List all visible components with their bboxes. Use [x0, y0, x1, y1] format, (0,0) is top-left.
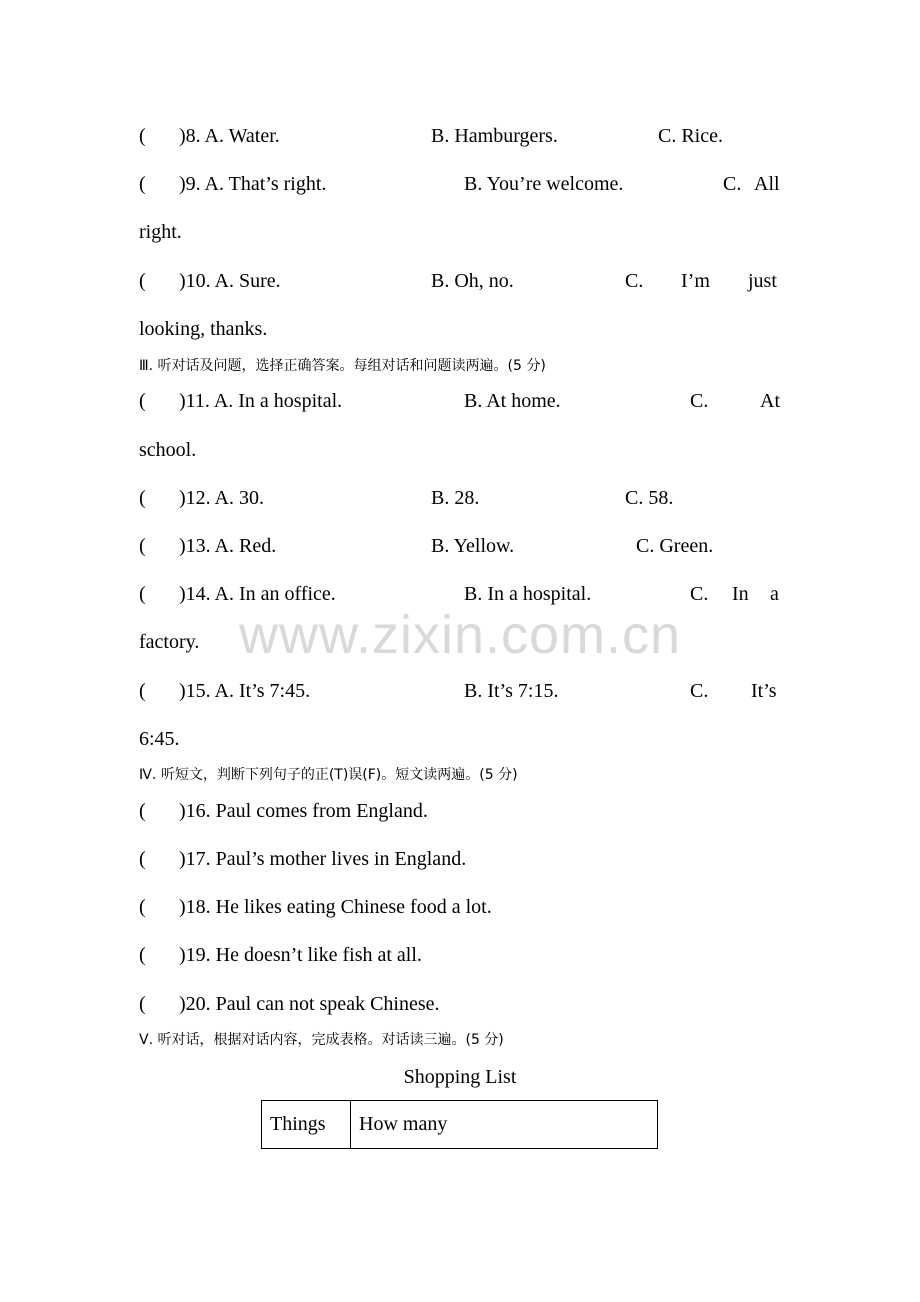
- section-4-heading: [0, 755, 920, 795]
- option-a: )14. A. In an office.: [179, 583, 336, 605]
- answer-paren: (: [139, 583, 146, 605]
- answer-paren: (: [139, 896, 146, 918]
- question-14: [0, 574, 920, 614]
- question-11-continued: [0, 430, 920, 470]
- answer-paren: (: [139, 535, 146, 557]
- option-c-rest: 6:45.: [139, 728, 180, 750]
- section-3-heading: [0, 346, 920, 386]
- question-16: [0, 791, 920, 831]
- option-a: )12. A. 30.: [179, 487, 264, 509]
- option-b: B. Yellow.: [431, 535, 515, 557]
- answer-paren: (: [139, 390, 146, 412]
- question-9: [0, 164, 920, 204]
- statement-text: )16. Paul comes from England.: [179, 800, 428, 822]
- option-c-word: In: [732, 583, 749, 605]
- question-18: [0, 887, 920, 927]
- option-c-word: I’m: [681, 270, 710, 292]
- option-c-word: It’s: [751, 680, 777, 702]
- question-11: [0, 381, 920, 421]
- option-b: B. It’s 7:15.: [464, 680, 559, 702]
- option-b: B. At home.: [464, 390, 561, 412]
- table-title: Shopping List: [403, 1066, 517, 1088]
- answer-paren: (: [139, 680, 146, 702]
- column-header-things: Things: [262, 1101, 351, 1149]
- statement-text: )19. He doesn’t like fish at all.: [179, 944, 422, 966]
- option-b: B. Hamburgers.: [431, 125, 558, 147]
- option-a: )11. A. In a hospital.: [179, 390, 343, 412]
- statement-text: )20. Paul can not speak Chinese.: [179, 993, 440, 1015]
- answer-paren: (: [139, 270, 146, 292]
- option-c-label: C.: [723, 173, 742, 195]
- option-c-rest: right.: [139, 221, 182, 243]
- option-c-label: C.: [690, 390, 709, 412]
- question-10-continued: [0, 309, 920, 349]
- answer-paren: (: [139, 944, 146, 966]
- option-c-word: At: [760, 390, 780, 412]
- question-19: [0, 935, 920, 975]
- option-c: C. Green.: [636, 535, 714, 557]
- option-a: )13. A. Red.: [179, 535, 277, 557]
- question-20: [0, 984, 920, 1024]
- question-17: [0, 839, 920, 879]
- answer-paren: (: [139, 125, 146, 147]
- section-3-text: Ⅲ. 听对话及问题，选择正确答案。每组对话和问题读两遍。(5 分): [139, 358, 546, 374]
- question-9-continued: [0, 212, 920, 252]
- option-c: C. 58.: [625, 487, 674, 509]
- watermark: www.zixin.com.cn: [238, 605, 682, 665]
- shopping-list-table: [261, 1100, 658, 1149]
- option-c: C. Rice.: [658, 125, 723, 147]
- question-10: [0, 261, 920, 301]
- option-c-word: All: [754, 173, 780, 195]
- question-14-continued: [0, 622, 920, 662]
- option-c-label: C.: [690, 583, 709, 605]
- question-12: [0, 478, 920, 518]
- section-4-text: Ⅳ. 听短文，判断下列句子的正(T)误(F)。短文读两遍。(5 分): [139, 767, 518, 783]
- section-5-text: Ⅴ. 听对话，根据对话内容，完成表格。对话读三遍。(5 分): [139, 1032, 504, 1048]
- question-15-continued: [0, 719, 920, 759]
- answer-paren: (: [139, 173, 146, 195]
- question-15: [0, 671, 920, 711]
- option-c-word: a: [770, 583, 779, 605]
- option-a: )10. A. Sure.: [179, 270, 281, 292]
- table-row: [262, 1101, 658, 1149]
- question-13: [0, 526, 920, 566]
- answer-paren: (: [139, 848, 146, 870]
- option-b: B. In a hospital.: [464, 583, 592, 605]
- option-c-rest: factory.: [139, 631, 200, 653]
- answer-paren: (: [139, 487, 146, 509]
- option-b: B. You’re welcome.: [464, 173, 624, 195]
- answer-paren: (: [139, 800, 146, 822]
- section-5-heading: [0, 1020, 920, 1060]
- option-b: B. Oh, no.: [431, 270, 514, 292]
- column-header-how-many: How many: [351, 1101, 658, 1149]
- option-c-word: just: [748, 270, 777, 292]
- option-c-label: C.: [625, 270, 644, 292]
- option-b: B. 28.: [431, 487, 480, 509]
- statement-text: )17. Paul’s mother lives in England.: [179, 848, 467, 870]
- statement-text: )18. He likes eating Chinese food a lot.: [179, 896, 492, 918]
- option-c-rest: school.: [139, 439, 197, 461]
- option-a: )15. A. It’s 7:45.: [179, 680, 311, 702]
- option-c-rest: looking, thanks.: [139, 318, 268, 340]
- option-a: )8. A. Water.: [179, 125, 280, 147]
- option-c-label: C.: [690, 680, 709, 702]
- question-8: [0, 116, 920, 156]
- option-a: )9. A. That’s right.: [179, 173, 327, 195]
- answer-paren: (: [139, 993, 146, 1015]
